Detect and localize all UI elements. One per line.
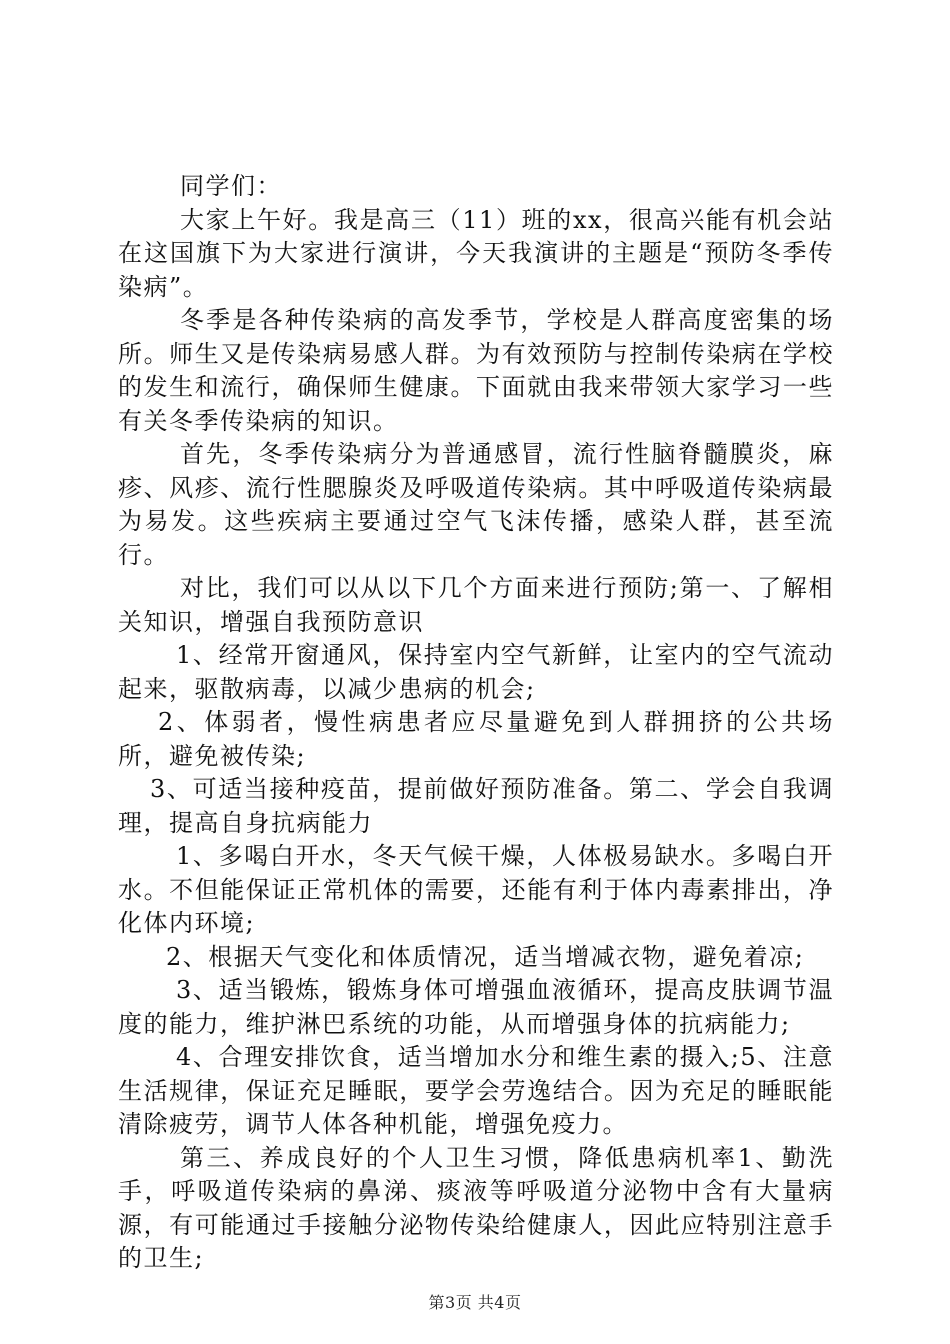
paragraph-intro: 大家上午好。我是高三（11）班的xx，很高兴能有机会站在这国旗下为大家进行演讲，今天我演讲的主题是“预防冬季传染病”。 (118, 205, 834, 301)
document-body (118, 170, 834, 1276)
paragraph-greeting: 同学们： (180, 172, 282, 200)
list-item: 3、适当锻炼，锻炼身体可增强血液循环，提高皮肤调节温度的能力，维护淋巴系统的功能，从而增强身体的抗病能力; (118, 976, 834, 1038)
paragraph-prevention-part-one: 对比，我们可以从以下几个方面来进行预防;第一、了解相关知识，增强自我预防意识 (118, 574, 834, 636)
page-number: 第3页 共4页 (428, 1293, 522, 1312)
list-item: 4、合理安排饮食，适当增加水分和维生素的摄入;5、注意生活规律，保证充足睡眠，要学会劳逸结合。因为充足的睡眠能清除疲劳，调节人体各种机能，增强免疫力。 (118, 1043, 834, 1138)
list-item: 2、根据天气变化和体质情况，适当增减衣物，避免着凉; (166, 942, 805, 971)
list-item: 1、多喝白开水，冬天气候干燥，人体极易缺水。多喝白开水。不但能保证正常机体的需要，还能有利于体内毒素排出，净化体内环境; (118, 842, 834, 937)
paragraph-winter-season: 冬季是各种传染病的高发季节，学校是人群高度密集的场所。师生又是传染病易感人群。为有效预防与控制传染病在学校的发生和流行，确保师生健康。下面就由我来带领大家学习一些有关冬季传染病的知识。 (118, 306, 834, 435)
paragraph-disease-types: 首先，冬季传染病分为普通感冒，流行性脑脊髓膜炎，麻疹、风疹、流行性腮腺炎及呼吸道传染病。其中呼吸道传染病最为易发。这些疾病主要通过空气飞沫传播，感染人群，甚至流行。 (118, 440, 834, 569)
list-item: 3、可适当接种疫苗，提前做好预防准备。第二、学会自我调理，提高自身抗病能力 (118, 775, 834, 837)
list-item: 2、体弱者，慢性病患者应尽量避免到人群拥挤的公共场所，避免被传染; (118, 708, 834, 770)
paragraph-part-three: 第三、养成良好的个人卫生习惯，降低患病机率1、勤洗手，呼吸道传染病的鼻涕、痰液等呼吸道分泌物中含有大量病源，有可能通过手接触分泌物传染给健康人，因此应特别注意手的卫生; (118, 1143, 834, 1272)
list-item: 1、经常开窗通风，保持室内空气新鲜，让室内的空气流动起来，驱散病毒，以减少患病的机会; (118, 641, 834, 703)
